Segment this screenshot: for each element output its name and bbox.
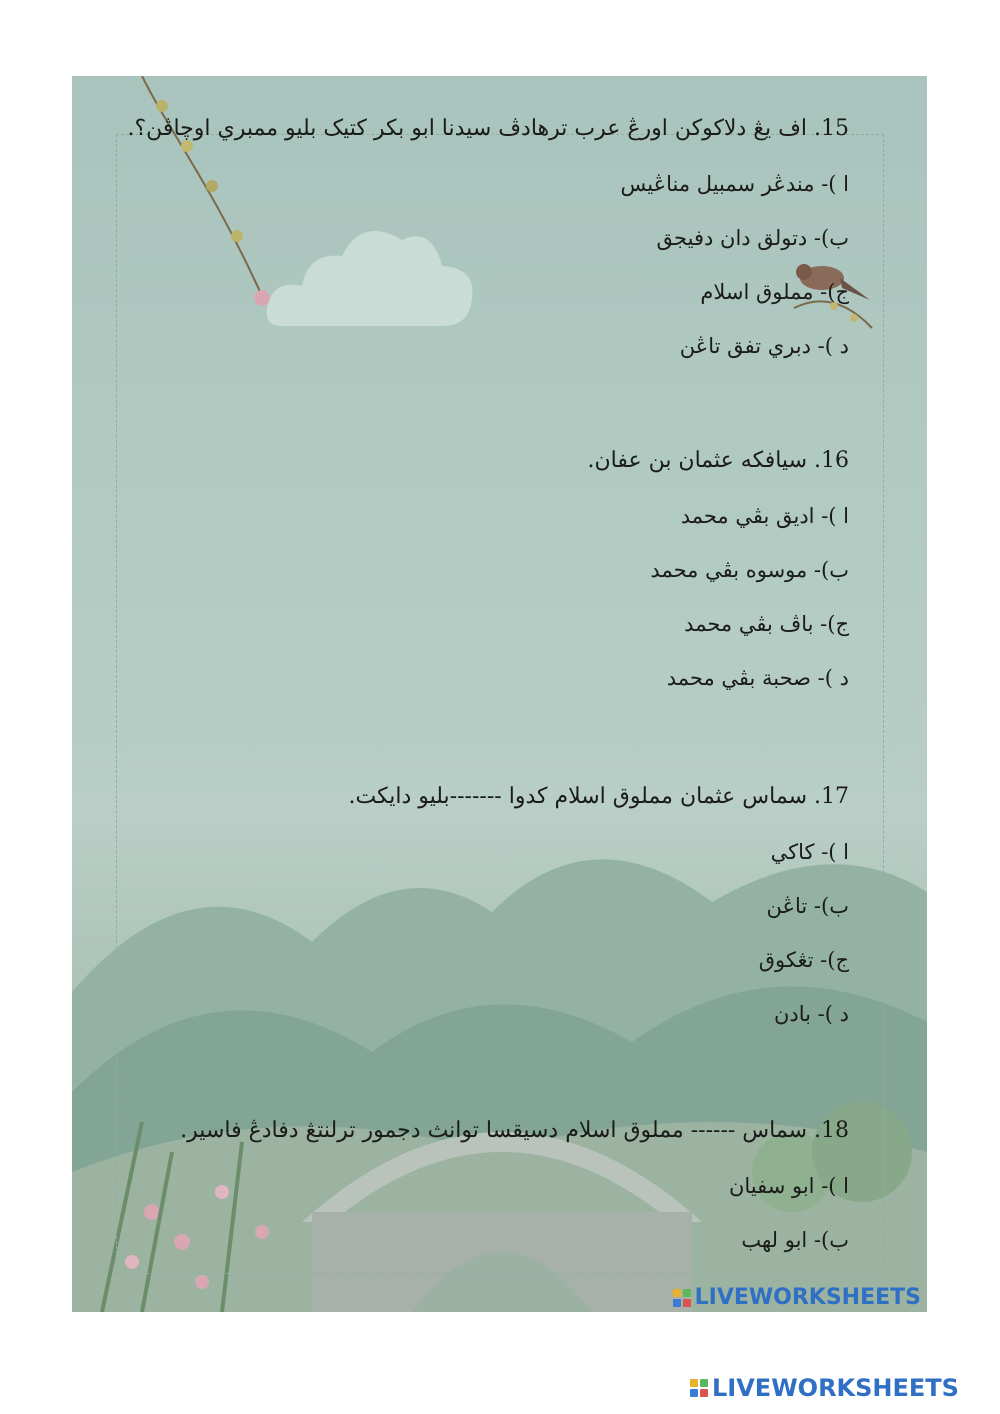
- logo-square: [673, 1289, 681, 1297]
- option-b[interactable]: ب)- دتولق دان دفيجق: [656, 226, 849, 250]
- logo-text: LIVEWORKSHEETS: [712, 1374, 959, 1402]
- logo-square: [683, 1299, 691, 1307]
- question-text: 16. سيافكه عثمان بن عفان.: [587, 448, 849, 473]
- option-b[interactable]: ب)- تاڠن: [766, 894, 849, 918]
- question-text: 17. سماس عثمان مملوق اسلام كدوا -------بليو دايكت.: [348, 784, 849, 809]
- option-c[interactable]: ج)- باڤ بڤي محمد: [684, 612, 849, 636]
- question-18: [180, 1116, 849, 1254]
- liveworksheets-logo-inner[interactable]: [673, 1285, 921, 1310]
- logo-icon: [673, 1289, 691, 1307]
- option-a[interactable]: ا )- كاكي: [770, 840, 849, 864]
- option-a[interactable]: ا )- اديق بڤي محمد: [680, 504, 849, 528]
- option-b[interactable]: ب)- ابو لهب: [741, 1228, 849, 1252]
- option-a[interactable]: ا )- مندڠر سمبيل مناڠيس: [620, 172, 849, 196]
- question-15: [128, 114, 849, 360]
- question-17: [349, 782, 850, 1028]
- logo-square: [673, 1299, 681, 1307]
- option-d[interactable]: د )- دبري تفق تاڠن: [679, 334, 849, 358]
- questions-container: [72, 76, 927, 1312]
- option-c[interactable]: ج)- مملوق اسلام: [700, 280, 849, 304]
- logo-text: LIVEWORKSHEETS: [694, 1285, 921, 1310]
- option-d[interactable]: د )- بادن: [773, 1002, 849, 1026]
- option-d[interactable]: د )- صحبة بڤي محمد: [666, 666, 849, 690]
- logo-icon: [690, 1379, 708, 1397]
- question-text: 18. سماس ------ مملوق اسلام دسيقسا توانث دجمور ترلنتڠ دفادڠ فاسير.: [180, 1118, 849, 1143]
- question-16: [587, 446, 849, 692]
- option-c[interactable]: ج)- تڠكوق: [758, 948, 849, 972]
- logo-square: [690, 1389, 698, 1397]
- logo-square: [683, 1289, 691, 1297]
- liveworksheets-logo[interactable]: [690, 1374, 959, 1402]
- option-a[interactable]: ا )- ابو سفيان: [728, 1174, 849, 1198]
- logo-square: [700, 1379, 708, 1387]
- question-text: 15. اف يڠ دلاكوكن اورڠ عرب ترهادڤ سيدنا ابو بكر كتيک بليو ممبري اوچاڤن؟.: [127, 116, 849, 141]
- logo-square: [700, 1389, 708, 1397]
- logo-square: [690, 1379, 698, 1387]
- option-b[interactable]: ب)- موسوه بڤي محمد: [650, 558, 849, 582]
- worksheet-page: [72, 76, 927, 1312]
